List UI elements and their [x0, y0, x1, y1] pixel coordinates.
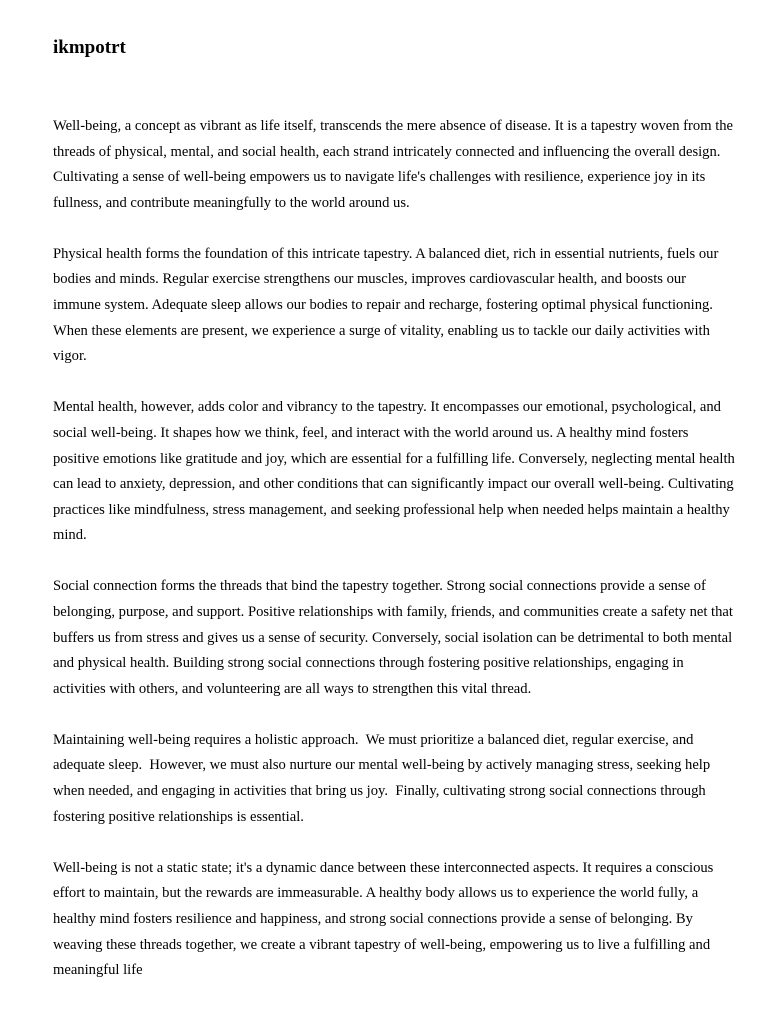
paragraph-intro: Well-being, a concept as vibrant as life itself, transcends the mere absence of disease. It is a tapestry woven from the threads of physical, mental, and social health, each strand intricately connected and influencing the overall design. Cultivating a sense of well-being empowers us to navigate life's challenges with resilience, experience joy in its fullness, and contribute meaningfully to the world around us. — [53, 118, 737, 211]
paragraph-conclusion: Well-being is not a static state; it's a dynamic dance between these interconnected aspects. It requires a conscious effort to maintain, but the rewards are immeasurable. A healthy body allows us to experience the world fully, a healthy mind fosters resilience and happiness, and strong social connections provide a sense of belonging. By weaving these threads together, we create a vibrant tapestry of well-being, empowering us to live a fulfilling and meaningful life — [53, 859, 718, 979]
document-body — [53, 114, 739, 1009]
document-title: ikmpotrt — [53, 37, 126, 58]
paragraph-holistic-approach: Maintaining well-being requires a holistic approach. We must prioritize a balanced diet, regular exercise, and adequate sleep. However, we must also nurture our mental well-being by actively managing stress, seeking help when needed, and engaging in activities that bring us joy. Finally, cultivating strong social connections through fostering positive relationships is essential. — [53, 731, 714, 825]
paragraph-mental-health: Mental health, however, adds color and vibrancy to the tapestry. It encompasses our emotional, psychological, and social well-being. It shapes how we think, feel, and interact with the world around us. A healthy mind fosters positive emotions like gratitude and joy, which are essential for a fulfilling life. Conversely, neglecting mental health can lead to anxiety, depression, and other conditions that can significantly impact our overall well-being. Cultivating practices like mindfulness, stress management, and seeking professional help when needed helps maintain a healthy mind. — [53, 399, 739, 544]
paragraph-physical-health: Physical health forms the foundation of this intricate tapestry. A balanced diet, rich in essential nutrients, fuels our bodies and minds. Regular exercise strengthens our muscles, improves cardiovascular health, and boosts our immune system. Adequate sleep allows our bodies to repair and recharge, fostering optimal physical functioning. When these elements are present, we experience a surge of vitality, enabling us to tackle our daily activities with vigor. — [53, 245, 722, 365]
paragraph-social-connection: Social connection forms the threads that bind the tapestry together. Strong social connections provide a sense of belonging, purpose, and support. Positive relationships with family, friends, and communities create a safety net that buffers us from stress and gives us a sense of security. Conversely, social isolation can be detrimental to both mental and physical health. Building strong social connections through fostering positive relationships, engaging in activities with others, and volunteering are all ways to strengthen this vital thread. — [53, 578, 737, 697]
